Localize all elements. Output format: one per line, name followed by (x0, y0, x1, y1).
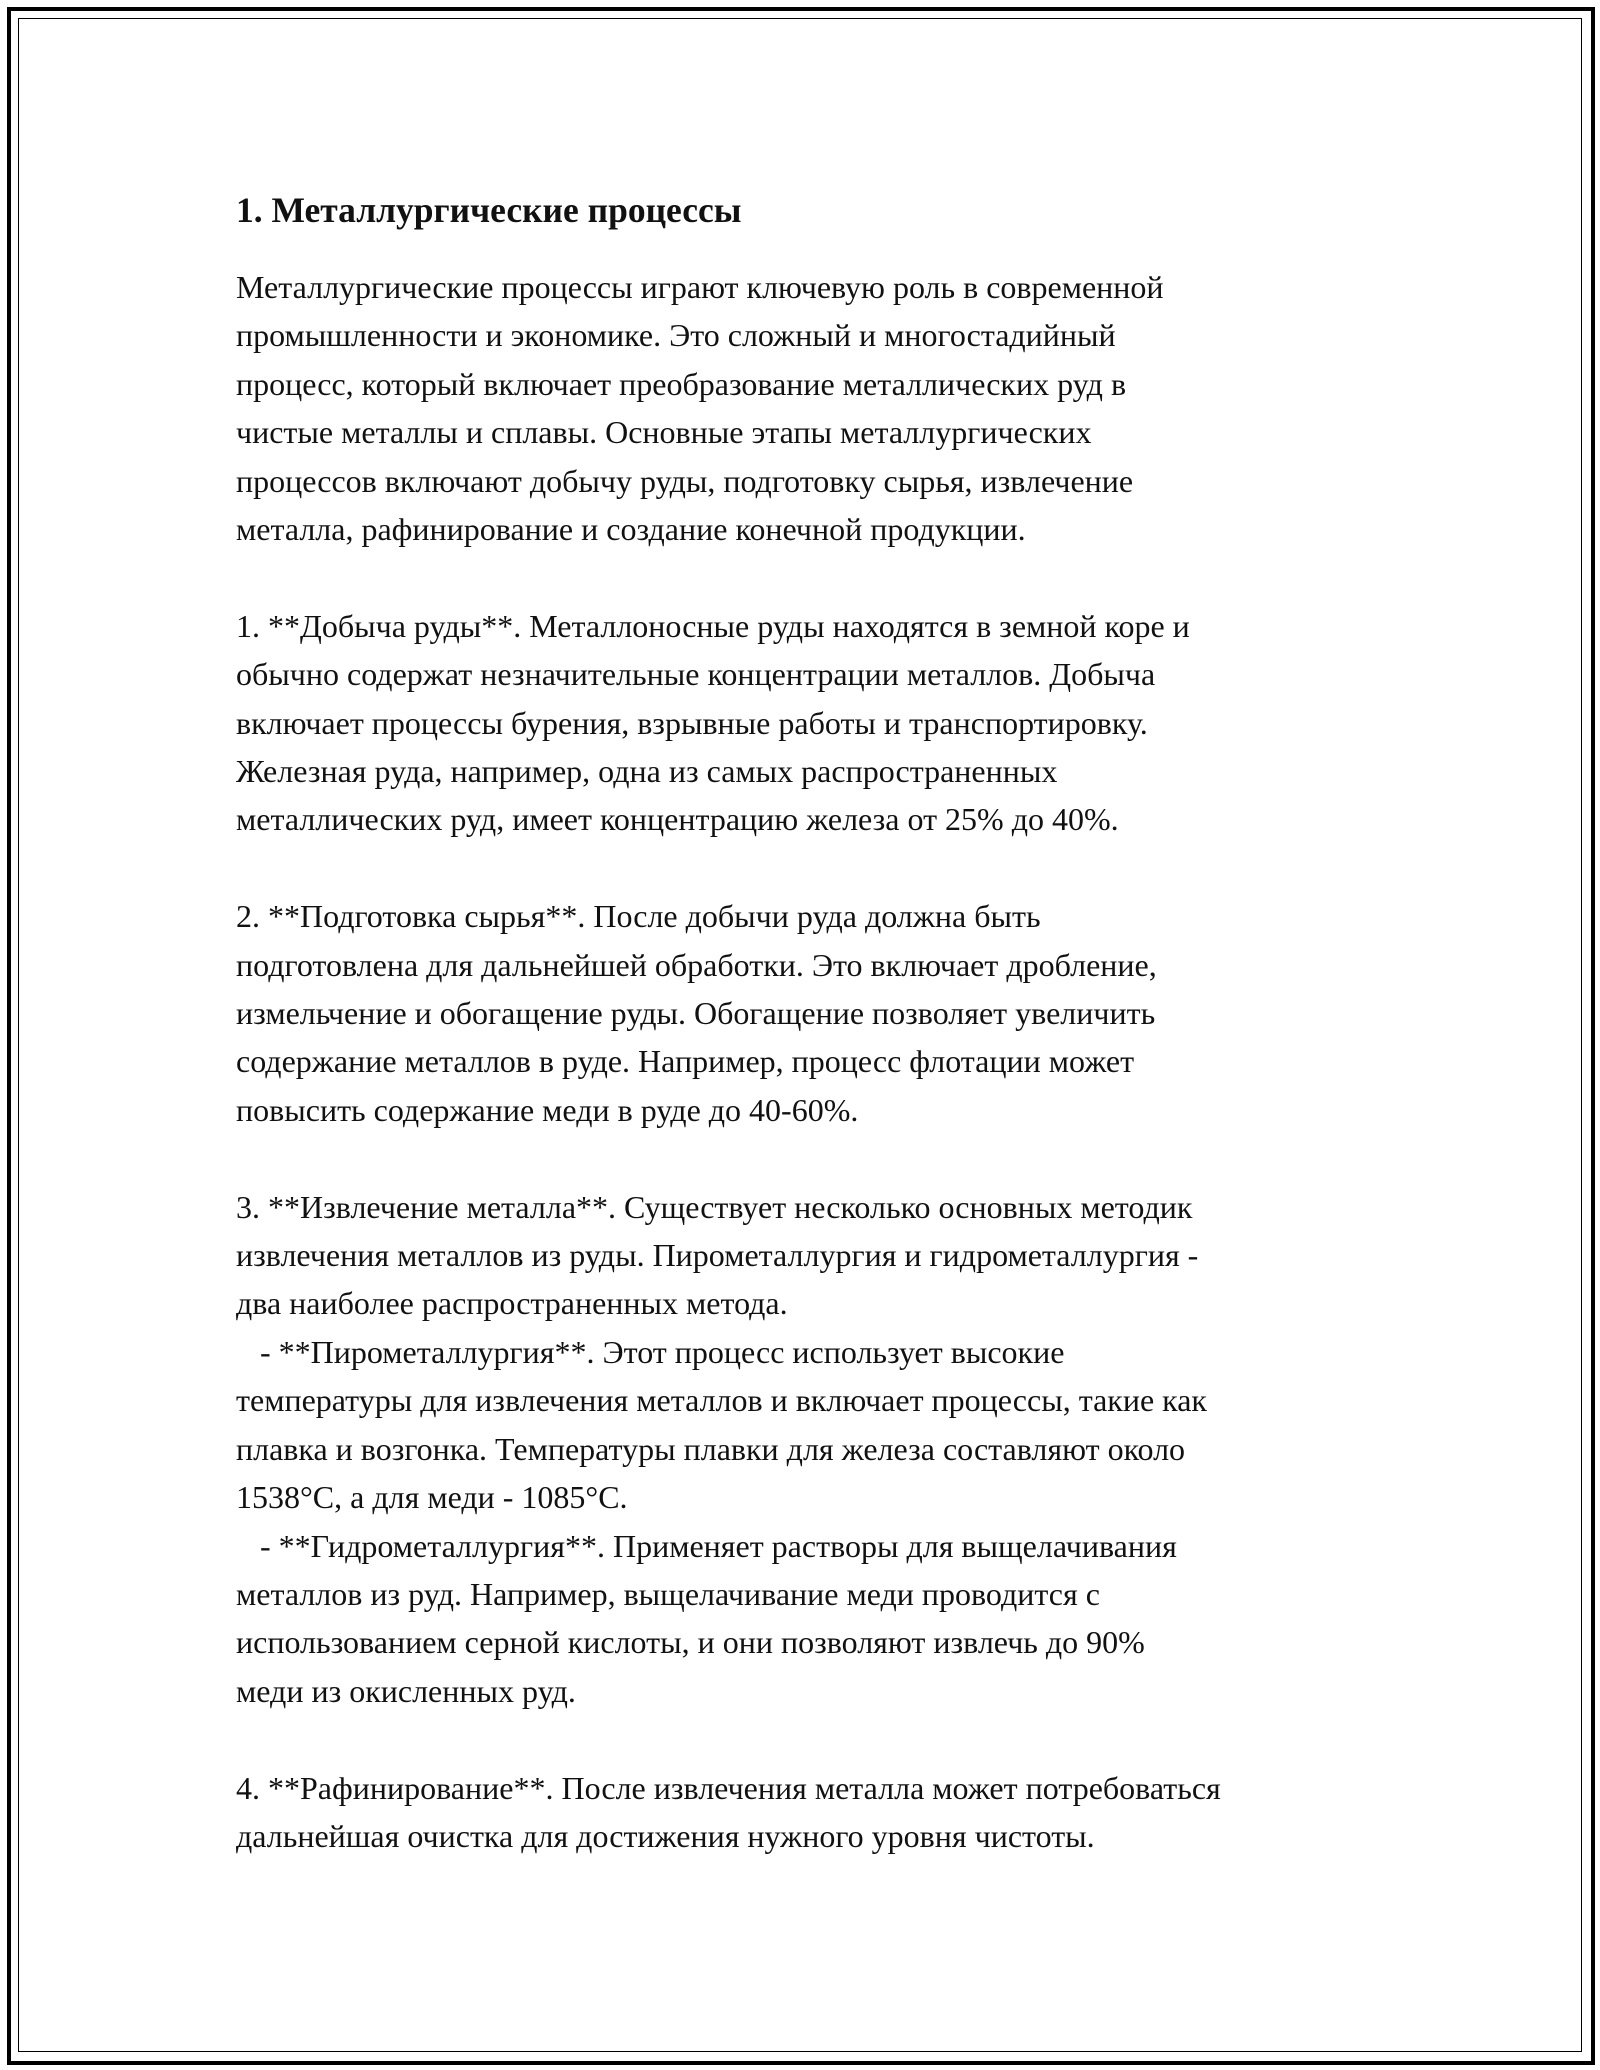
section-heading: 1. Металлургические процессы (236, 190, 742, 230)
document-body (236, 186, 1386, 1860)
paragraph-refining: 4. **Рафинирование**. После извлечения металла может потребоваться дальнейшая очистка для достижения нужного уровня чистоты. (236, 1769, 1221, 1854)
intro-paragraph: Металлургические процессы играют ключевую роль в современной промышленности и экономике. Это сложный и многостадийный процесс, который включает преобразование металлических руд в чистые металлы и сплавы. Основные этапы металлургических процессов включают добычу руды, подготовку сырья, извлечение металла, рафинирование и создание конечной продукции. (236, 269, 1164, 548)
paragraph-metal-extraction: 3. **Извлечение металла**. Существует несколько основных методик извлечения металлов из руды. Пирометаллургия и гидрометаллургия - два наиболее распространенных метода. - **Пирометаллургия**. Этот процесс использует высокие температуры для извлечения металлов и включает процессы, такие как плавка и возгонка. Температуры плавки для железа составляют около 1538°C, а для меди - 1085°C. - **Гидрометаллургия**. Применяет растворы для выщелачивания металлов из руд. Например, выщелачивание меди проводится с использованием серной кислоты, и они позволяют извлечь до 90% меди из окисленных руд. (236, 1188, 1207, 1709)
paragraph-raw-material-preparation: 2. **Подготовка сырья**. После добычи руда должна быть подготовлена для дальнейшей обработки. Это включает дробление, измельчение и обогащение руды. Обогащение позволяет увеличить содержание металлов в руде. Например, процесс флотации может повысить содержание меди в руде до 40-60%. (236, 898, 1157, 1128)
paragraph-ore-mining: 1. **Добыча руды**. Металлоносные руды находятся в земной коре и обычно содержат незначительные концентрации металлов. Добыча включает процессы бурения, взрывные работы и транспортировку. Железная руда, например, одна из самых распространенных металлических руд, имеет концентрацию железа от 25% до 40%. (236, 607, 1190, 838)
